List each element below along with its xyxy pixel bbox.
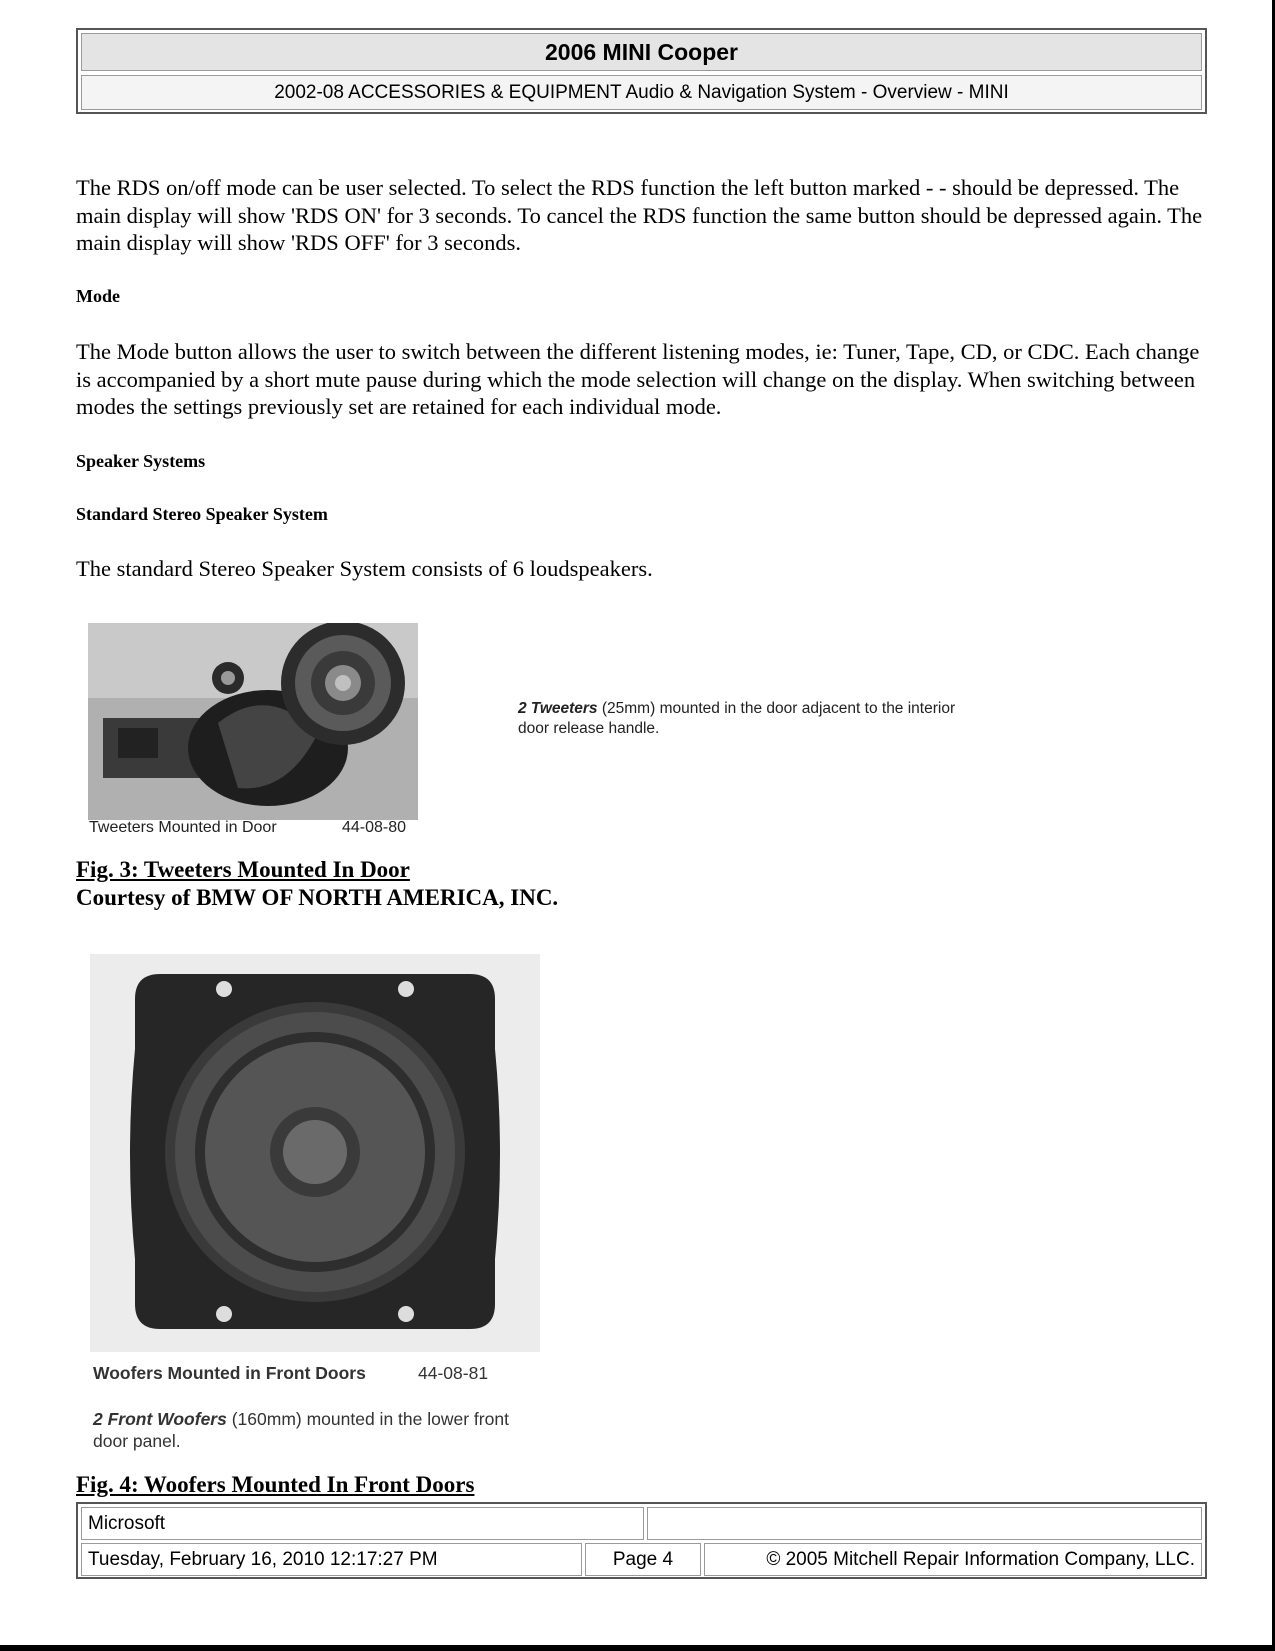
fig4-note-text: (160mm) mounted in the lower front door panel. [93,1409,509,1451]
header-title: 2006 MINI Cooper [81,33,1202,71]
fig3-note-bold: 2 Tweeters [518,700,598,717]
speaker-systems-heading: Speaker Systems [76,451,206,471]
mode-heading: Mode [76,286,120,306]
footer-copyright: © 2005 Mitchell Repair Information Company, LLC. [704,1543,1202,1576]
fig3-image-caption: Tweeters Mounted in Door [89,819,277,836]
fig3-note-text: (25mm) mounted in the door adjacent to the interior door release handle. [518,700,956,737]
woofer-illustration [90,954,540,1352]
fig4-image-caption: Woofers Mounted in Front Doors [93,1363,366,1383]
footer-timestamp: Tuesday, February 16, 2010 12:17:27 PM [81,1543,582,1576]
rds-paragraph: The RDS on/off mode can be user selected. To select the RDS function the left button marked - - should be depressed. The main display will show 'RDS ON' for 3 seconds. To cancel the RDS function the same button should be depressed again. The main display will show 'RDS OFF' for 3 seconds. [76,175,1203,255]
fig4-image-code: 44-08-81 [418,1363,489,1383]
fig4-title: Fig. 4: Woofers Mounted In Front Doors [76,1472,475,1497]
fig3-title: Fig. 3: Tweeters Mounted In Door [76,857,410,882]
standard-stereo-heading: Standard Stereo Speaker System [76,504,328,524]
woofer-photo [90,954,540,1352]
tweeter-photo [88,623,418,820]
footer-empty-cell [647,1507,1202,1540]
fig3-note [518,699,958,739]
fig4-note [93,1408,513,1452]
page-footer [76,1502,1207,1579]
fig4-note-bold: 2 Front Woofers [93,1409,227,1429]
header-subtitle: 2002-08 ACCESSORIES & EQUIPMENT Audio & Navigation System - Overview - MINI [81,75,1202,110]
page-header [76,28,1207,114]
footer-company: Microsoft [81,1507,644,1540]
fig3-courtesy: Courtesy of BMW OF NORTH AMERICA, INC. [76,885,559,910]
footer-page-number: Page 4 [585,1543,701,1576]
tweeter-illustration [88,623,418,820]
mode-paragraph: The Mode button allows the user to switch between the different listening modes, ie: Tuner, Tape, CD, or CDC. Each change is accompanied by a short mute pause during which the mode selection will change on the display. When switching between modes the settings previously set are retained for each individual mode. [76,339,1200,419]
standard-paragraph: The standard Stereo Speaker System consists of 6 loudspeakers. [76,556,653,581]
page-border-bottom [0,1645,1275,1651]
fig3-image-code: 44-08-80 [342,819,407,836]
